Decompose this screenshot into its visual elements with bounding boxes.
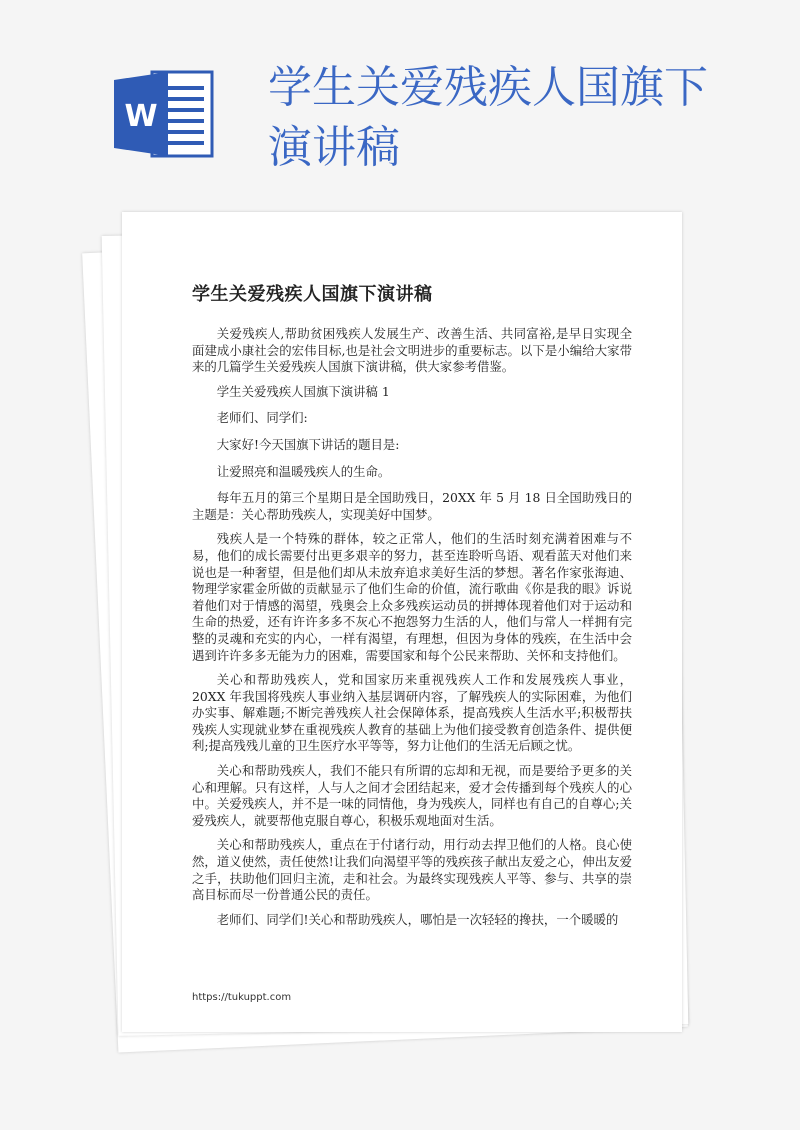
- paragraph: 老师们、同学们:: [216, 410, 308, 426]
- word-document-icon: [112, 66, 216, 162]
- document-page: [122, 212, 682, 1032]
- paragraph: 每年五月的第三个星期日是全国助残日，20XX 年 5 月 18 日全国助残日的主题是：关心帮助残疾人，实现美好中国梦。: [192, 490, 632, 522]
- paragraph: 关心和帮助残疾人，我们不能只有所谓的忘却和无视，而是要给予更多的关心和理解。只有这样，人与人之间才会团结起来，爱才会传播到每个残疾人的心中。关爱残疾人，并不是一味的同情他，身为残疾人，同样也有自己的自尊心;关爱残疾人，就要帮他克服自尊心，积极乐观地面对生活。: [192, 763, 632, 828]
- paragraph: 关爱残疾人,帮助贫困残疾人发展生产、改善生活、共同富裕,是早日实现全面建成小康社会的宏伟目标,也是社会文明进步的重要标志。以下是小编给大家带来的几篇学生关爱残疾人国旗下演讲稿，供大家参考借鉴。: [192, 326, 632, 375]
- paragraph: 关心和帮助残疾人，重点在于付诸行动，用行动去捍卫他们的人格。良心使然，道义使然，责任使然!让我们向渴望平等的残疾孩子献出友爱之心，伸出友爱之手，扶助他们回归主流，走和社会。为最终实现残疾人平等、参与、共享的崇高目标而尽一份普通公民的责任。: [192, 837, 632, 903]
- paragraph: 让爱照亮和温暖残疾人的生命。: [216, 463, 391, 479]
- paragraph: 老师们、同学们!关心和帮助残疾人，哪怕是一次轻轻的搀扶，一个暖暖的: [216, 911, 619, 927]
- document-body: [192, 326, 632, 936]
- paragraph: 关心和帮助残疾人，党和国家历来重视残疾人工作和发展残疾人事业，20XX 年我国将残疾人事业纳入基层调研内容，了解残疾人的实际困难，为他们办实事、解难题;不断完善残疾人社会保障体系，提高残疾人生活水平;积极帮扶残疾人实现就业梦在重视残疾人教育的基础上为他们接受教育创造条件、提供便利;提高残残儿童的卫生医疗水平等等，努力让他们的生活无后顾之忧。: [192, 672, 632, 754]
- document-title: 学生关爱残疾人国旗下演讲稿: [192, 284, 433, 305]
- svg-text:W: W: [124, 99, 158, 134]
- paragraph: 学生关爱残疾人国旗下演讲稿 1: [216, 383, 390, 399]
- page-title: 学生关爱残疾人国旗下演讲稿: [268, 62, 708, 173]
- footer-url: https://tukuppt.com: [192, 992, 292, 1003]
- paragraph: 大家好!今天国旗下讲话的题目是:: [216, 436, 400, 452]
- paragraph: 残疾人是一个特殊的群体，较之正常人，他们的生活时刻充满着困难与不易，他们的成长需要付出更多艰辛的努力，甚至连聆听鸟语、观看蓝天对他们来说也是一种奢望，但是他们却从未放弃追求美好生活的梦想。著名作家张海迪、物理学家霍金所做的贡献显示了他们生命的价值，流行歌曲《你是我的眼》诉说着他们对于情感的渴望，残奥会上众多残疾运动员的拼搏体现着他们对于运动和生命的热爱，还有许许多多不灰心不抱怨努力生活的人，他们与常人一样拥有完整的灵魂和充实的内心，一样有渴望，有理想，但因为身体的残疾，在生活中会遇到许许多多无能为力的困难，需要国家和每个公民来帮助、关怀和支持他们。: [192, 531, 632, 663]
